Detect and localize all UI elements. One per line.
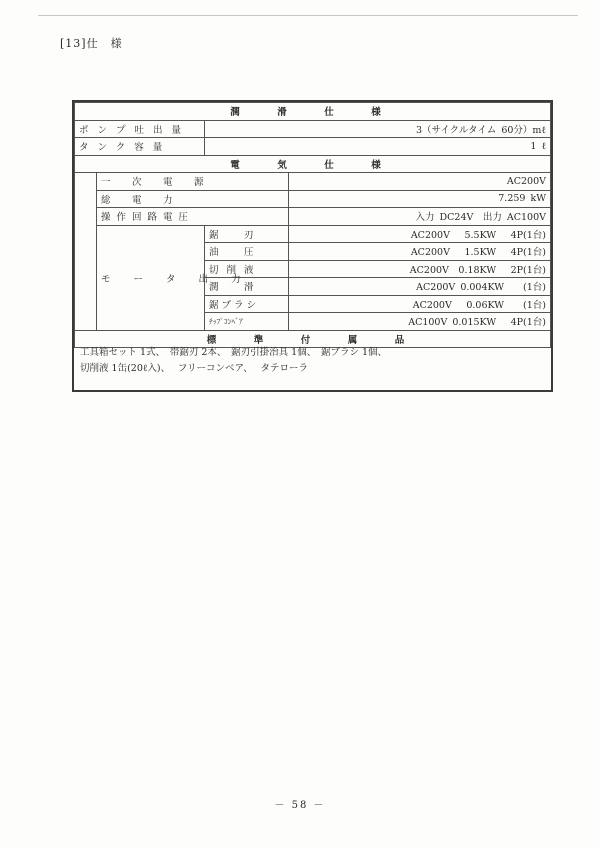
motor-value: AC200V 0.18KW 2P(1台) — [289, 260, 551, 278]
tank-capacity-value: 1 ℓ — [205, 138, 551, 156]
table-row — [75, 225, 551, 243]
motor-value: AC200V 1.5KW 4P(1台) — [289, 243, 551, 261]
total-power-value: 7.259 kW — [289, 190, 551, 208]
primary-power-value: AC200V — [289, 173, 551, 191]
motor-value: AC200V 5.5KW 4P(1台) — [289, 225, 551, 243]
motor-output-label: モ ー タ 出 力 — [97, 225, 205, 330]
control-voltage-value: 入力 DC24V 出力 AC100V — [289, 208, 551, 226]
control-voltage-label: 操作回路電圧 — [97, 208, 289, 226]
pump-discharge-label: ポンプ吐出量 — [75, 120, 205, 138]
page-number: － 58 － — [274, 800, 326, 811]
table-row — [75, 138, 551, 156]
accessories-line: 切削液 1缶(20ℓ入)、 フリーコンベア、 タテローラ — [80, 363, 309, 374]
motor-name: 油 圧 — [205, 243, 289, 261]
motor-value: AC100V 0.015KW 4P(1台) — [289, 313, 551, 331]
accessories-list — [80, 345, 387, 377]
motor-name: 切削液 — [205, 260, 289, 278]
section-heading: [13]仕 様 — [60, 37, 123, 50]
spec-table — [74, 102, 551, 348]
lubrication-header-row — [75, 103, 551, 121]
table-row — [75, 120, 551, 138]
spec-frame — [72, 100, 553, 392]
table-row — [75, 190, 551, 208]
tank-capacity-label: タンク容量 — [75, 138, 205, 156]
table-row — [75, 173, 551, 191]
motor-name: 鋸 刃 — [205, 225, 289, 243]
motor-value: AC200V 0.06KW (1台) — [289, 295, 551, 313]
total-power-label: 総 電 力 — [97, 190, 289, 208]
accessories-line: 工具箱セット 1式、 帯鋸刃 2本、 鋸刃引掛治具 1個、 鋸ブラシ 1個、 — [80, 347, 388, 358]
table-row — [75, 208, 551, 226]
motor-name: 潤 滑 — [205, 278, 289, 296]
primary-power-label: 一 次 電 源 — [97, 173, 289, 191]
electrical-title: 電 気 仕 様 — [75, 155, 551, 173]
motor-value: AC200V 0.004KW (1台) — [289, 278, 551, 296]
motor-name: ﾁｯﾌﾟｺﾝﾍﾞｱ — [205, 313, 289, 331]
lubrication-title: 潤 滑 仕 様 — [75, 103, 551, 121]
electrical-header-row — [75, 155, 551, 173]
pump-discharge-value: 3（サイクルタイム 60分）mℓ — [205, 120, 551, 138]
accessories-title: 標 準 付 属 品 — [75, 330, 551, 348]
top-rule — [38, 15, 578, 16]
motor-name: 鋸ブラシ — [205, 295, 289, 313]
